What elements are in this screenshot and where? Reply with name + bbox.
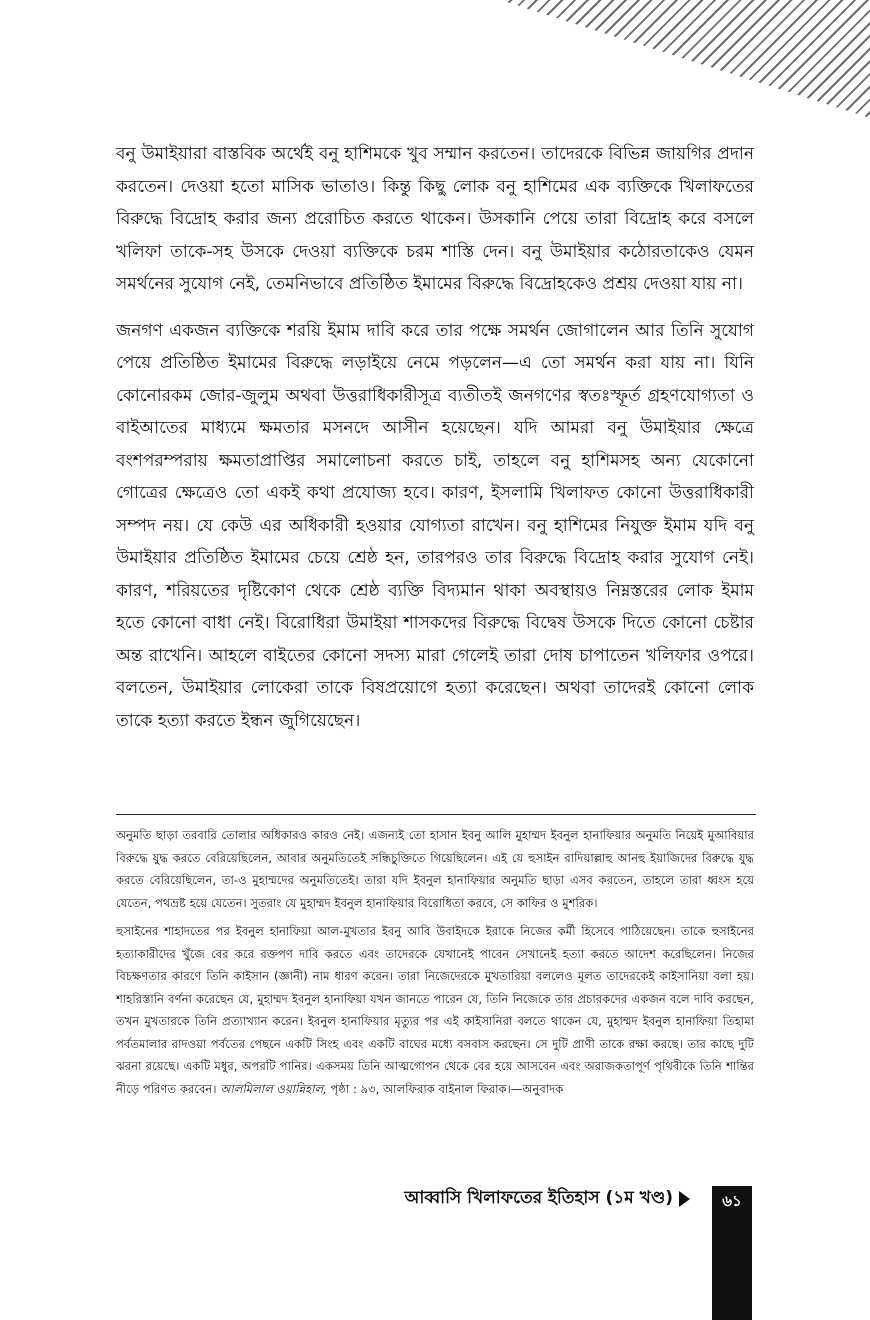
page-number: ৬১	[722, 1192, 742, 1210]
footnote-1: অনুমতি ছাড়া তরবারি তোলার অধিকারও কারও নেই। এজন্যই তো হাসান ইবনু আলি মুহাম্মদ ইবনুল হানাফিয়ার অনুমতি নিয়েই মুআবিয়ার বিরুদ্ধে যুদ্ধ করতে বেরিয়েছিলেন, আবার অনুমতিতেই সন্ধিচুক্তিতে গিয়েছিলেন। এই যে হুসাইন রাদিয়াল্লাহু আনহু ইয়াজিদের বিরুদ্ধে যুদ্ধ করতে বেরিয়েছিলেন, তা-ও মুহাম্মদের অনুমতিতেই। তারা যদি ইবনুল হানাফিয়ার অনুমতি ছাড়া এসব করতেন, তাহলে তারা ধ্বংস হয়ে যেতেন, পথভ্রষ্ট হয়ে যেতেন। সুতরাং যে মুহাম্মদ ইবনুল হানাফিয়ার বিরোধিতা করবে, সে কাফির ও মুশরিক।	[116, 828, 754, 910]
footnote-2	[116, 920, 754, 1100]
footnote-divider	[116, 814, 756, 815]
paragraph-2: জনগণ একজন ব্যক্তিকে শরয়ি ইমাম দাবি করে তার পক্ষে সমর্থন জোগালেন আর তিনি সুযোগ পেয়ে প্রতিষ্ঠিত ইমামের বিরুদ্ধে লড়াইয়ে নেমে পড়লেন—এ তো সমর্থন করা যায় না। যিনি কোনোরকম জোর-জুলুম অথবা উত্তরাধিকারীসূত্র ব্যতীতই জনগণের স্বতঃস্ফূর্ত গ্রহণযোগ্যতা ও বাইআতের মাধ্যমে ক্ষমতার মসনদে আসীন হয়েছেন। যদি আমরা বনু উমাইয়ার ক্ষেত্রে বংশপরম্পরায় ক্ষমতাপ্রাপ্তির সমালোচনা করতে চাই, তাহলে বনু হাশিমসহ অন্য যেকোনো গোত্রের ক্ষেত্রেও তো একই কথা প্রযোজ্য হবে। কারণ, ইসলামি খিলাফত কোনো উত্তরাধিকারী সম্পদ নয়। যে কেউ এর অধিকারী হওয়ার যোগ্যতা রাখেন। বনু হাশিমের নিযুক্ত ইমাম যদি বনু উমাইয়ার প্রতিষ্ঠিত ইমামের চেয়ে শ্রেষ্ঠ হন, তারপরও তার বিরুদ্ধে বিদ্রোহ করার সুযোগ নেই। কারণ, শরিয়তের দৃষ্টিকোণ থেকে শ্রেষ্ঠ ব্যক্তি বিদ্যমান থাকা অবস্থায়ও নিম্নস্তরের লোক ইমাম হতে কোনো বাধা নেই। বিরোধিরা উমাইয়া শাসকদের বিরুদ্ধে বিদ্বেষ উসকে দিতে কোনো চেষ্টার অন্ত রাখেনি। আহলে বাইতের কোনো সদস্য মারা গেলেই তারা দোষ চাপাতেন খলিফার ওপরে। বলতেন, উমাইয়ার লোকেরা তাকে বিষপ্রয়োগে হত্যা করেছেন। অথবা তাদেরই কোনো লোক তাকে হত্যা করতে ইন্ধন জুগিয়েছেন।	[116, 320, 754, 731]
main-text	[116, 138, 754, 751]
page-tab	[712, 1186, 752, 1320]
footnote-2-tail: পৃষ্ঠা : ৯৩, আলফিরাক বাইনাল ফিরাক।—অনুবাদক	[330, 1081, 564, 1096]
footnotes	[116, 824, 754, 1106]
footnote-2-source: আলমিলাল ওয়ান্নিহাল,	[220, 1081, 327, 1096]
decorative-stripes	[500, 0, 870, 118]
triangle-arrow-icon	[679, 1191, 690, 1207]
paragraph-1: বনু উমাইয়ারা বাস্তবিক অর্থেই বনু হাশিমকে খুব সম্মান করতেন। তাদেরকে বিভিন্ন জায়গির প্রদান করতেন। দেওয়া হতো মাসিক ভাতাও। কিন্তু কিছু লোক বনু হাশিমের এক ব্যক্তিকে খিলাফতের বিরুদ্ধে বিদ্রোহ করার জন্য প্ররোচিত করতে থাকেন। উসকানি পেয়ে তারা বিদ্রোহ করে বসলে খলিফা তাকে-সহ উসকে দেওয়া ব্যক্তিকে চরম শাস্তি দেন। বনু উমাইয়ার কঠোরতাকেও যেমন সমর্থনের সুযোগ নেই, তেমনিভাবে প্রতিষ্ঠিত ইমামের বিরুদ্ধে বিদ্রোহকেও প্রশ্রয় দেওয়া যায় না।	[116, 144, 754, 294]
footnote-2-text: হুসাইনের শাহাদতের পর ইবনুল হানাফিয়া আল-মুখতার ইবনু আবি উবাইদকে ইরাকে নিজের কর্মী হিসেবে পাঠিয়েছেন। তাকে হুসাইনের হত্যাকারীদের খুঁজে বের করে রক্তপণ দাবি করতে এবং তাদেরকে যেখানেই পাবেন সেখানেই হত্যা করতে আদেশ করেছিলেন। নিজের বিচক্ষণতার কারণে তিনি কাইসান (জ্ঞানী) নাম ধারণ করেন। তারা নিজেদেরকে মুখতারিয়া বললেও মূলত তাদেরকেই কাইসানিয়া বলা হয়। শাহরিস্তানি বর্ণনা করেছেন যে, মুহাম্মদ ইবনুল হানাফিয়া যখন জানতে পারেন যে, তিনি নিজেকে তার প্রচারকদের একজন বলে দাবি করছেন, তখন মুখতারকে তিনি প্রত্যাখ্যান করেন। ইবনুল হানাফিয়ার মৃত্যুর পর এই কাইসানিরা বলতে থাকেন যে, মুহাম্মদ ইবনুল হানাফিয়া তিহামা পর্বতমালার রাদওয়া পর্বতের পেছনে একটি সিংহ এবং একটি বাঘের মধ্যে বসবাস করছেন। সে দুটি প্রাণী তাকে রক্ষা করছে। তার কাছে দুটি ঝরনা রয়েছে। একটি মধুর, অপরটি পানির। একসময় তিনি আত্মগোপন থেকে বের হয়ে আসবেন এবং অরাজকতাপূর্ণ পৃথিবীকে তিনি শান্তির নীড়ে পরিণত করবেন।	[116, 924, 754, 1096]
book-title: আব্বাসি খিলাফতের ইতিহাস (১ম খণ্ড)	[404, 1188, 673, 1208]
running-footer	[405, 1186, 690, 1212]
